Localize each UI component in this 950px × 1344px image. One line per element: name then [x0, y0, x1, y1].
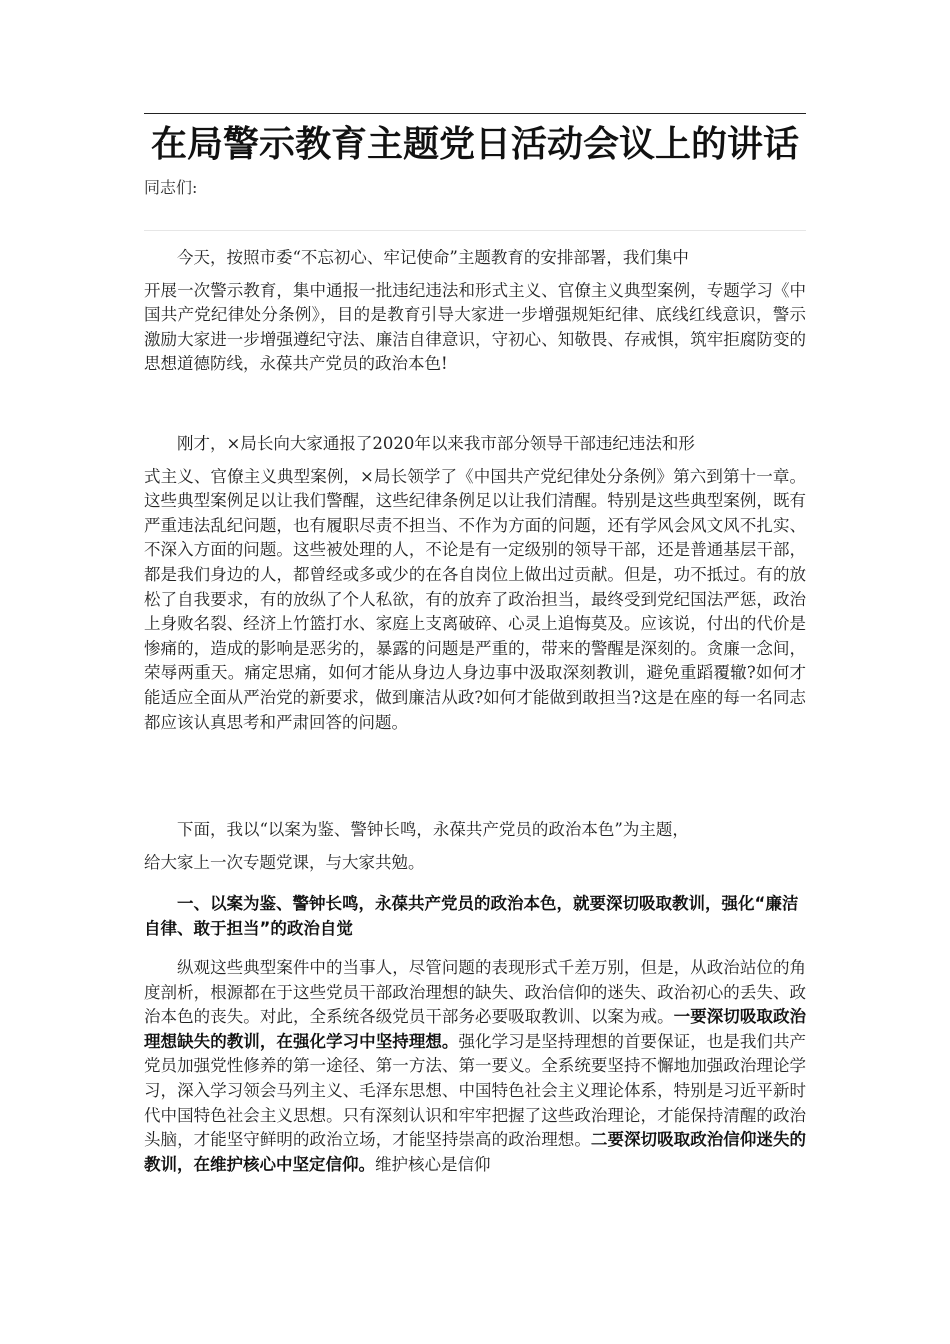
paragraph-4-end: 维护核心是信仰	[375, 1154, 491, 1174]
separator-rule	[144, 230, 806, 231]
paragraph-2-body: 式主义、官僚主义典型案例，×局长领学了《中国共产党纪律处分条例》第六到第十一章。这些典型案例足以让我们警醒，这些纪律条例足以让我们清醒。特别是这些典型案例，既有严重违法乱纪问题，也有履职尽责不担当、不作为方面的问题，还有学风会风文风不扎实、不深入方面的问题。这些被处理的人，不论是有一定级别的领导干部，还是普通基层干部，都是我们身边的人，都曾经或多或少的在各自岗位上做出过贡献。但是，功不抵过。有的放松了自我要求，有的放纵了个人私欲，有的放弃了政治担当，最终受到党纪国法严惩，政治上身败名裂、经济上竹篮打水、家庭上支离破碎、心灵上追悔莫及。应该说，付出的代价是惨痛的，造成的影响是恶劣的，暴露的问题是严重的，带来的警醒是深刻的。贪廉一念间，荣辱两重天。痛定思痛，如何才能从身边人身边事中汲取深刻教训，避免重蹈覆辙?如何才能适应全面从严治党的新要求，做到廉洁从政?如何才能做到敢担当?这是在座的每一名同志都应该认真思考和严肃回答的问题。	[144, 466, 806, 732]
paragraph-3-first-line: 下面，我以“以案为鉴、警钟长鸣，永葆共产党员的政治本色”为主题，	[177, 820, 689, 839]
top-rule	[144, 113, 806, 114]
document-title: 在局警示教育主题党日活动会议上的讲话	[150, 123, 799, 165]
paragraph-3	[144, 818, 806, 875]
paragraph-2-first-line: 刚才，×局长向大家通报了2020年以来我市部分领导干部违纪违法和形	[177, 434, 695, 453]
salutation: 同志们:	[144, 178, 198, 197]
paragraph-1-body: 开展一次警示教育，集中通报一批违纪违法和形式主义、官僚主义典型案例，专题学习《中国共产党纪律处分条例》，目的是教育引导大家进一步增强规矩纪律、底线红线意识，警示激励大家进一步增强遵纪守法、廉洁自律意识，守初心、知敬畏、存戒惧，筑牢拒腐防变的思想道德防线，永葆共产党员的政治本色!	[144, 280, 806, 374]
paragraph-1	[144, 246, 806, 377]
paragraph-4	[144, 956, 806, 1177]
paragraph-2	[144, 432, 806, 735]
paragraph-1-first-line: 今天，按照市委“不忘初心、牢记使命”主题教育的安排部署，我们集中	[177, 248, 689, 267]
paragraph-3-body: 给大家上一次专题党课，与大家共勉。	[144, 852, 425, 872]
section-heading-1: 一、以案为鉴、警钟长鸣，永葆共产党员的政治本色，就要深切吸取教训，强化“廉洁自律、敢于担当”的政治自觉	[144, 894, 799, 938]
paragraph-4-bold-2: 二要深切吸取政治信仰迷失的教训，在维护核心中坚定信仰。	[144, 1130, 807, 1174]
paragraph-4-start: 纵观这些典型案件中的当事人，尽管问题的表现形式千差万别，但是，从政治站位的角度剖析，根源都在于这些党员干部政治理想的缺失、政治信仰的迷失、政治初心的丢失、政治本色的丧失。对此，全系统各级党员干部务必要吸取教训、以案为戒。	[144, 958, 806, 1027]
paragraph-4-middle: 强化学习是坚持理想的首要保证，也是我们共产党员加强党性修养的第一途径、第一方法、第一要义。全系统要坚持不懈地加强政治理论学习，深入学习领会马列主义、毛泽东思想、中国特色社会主义理论体系，特别是习近平新时代中国特色社会主义思想。只有深刻认识和牢牢把握了这些政治理论，才能保持清醒的政治头脑，才能坚守鲜明的政治立场，才能坚持崇高的政治理想。	[144, 1031, 807, 1150]
paragraph-4-bold-1: 一要深切吸取政治理想缺失的教训，在强化学习中坚持理想。	[144, 1007, 806, 1051]
